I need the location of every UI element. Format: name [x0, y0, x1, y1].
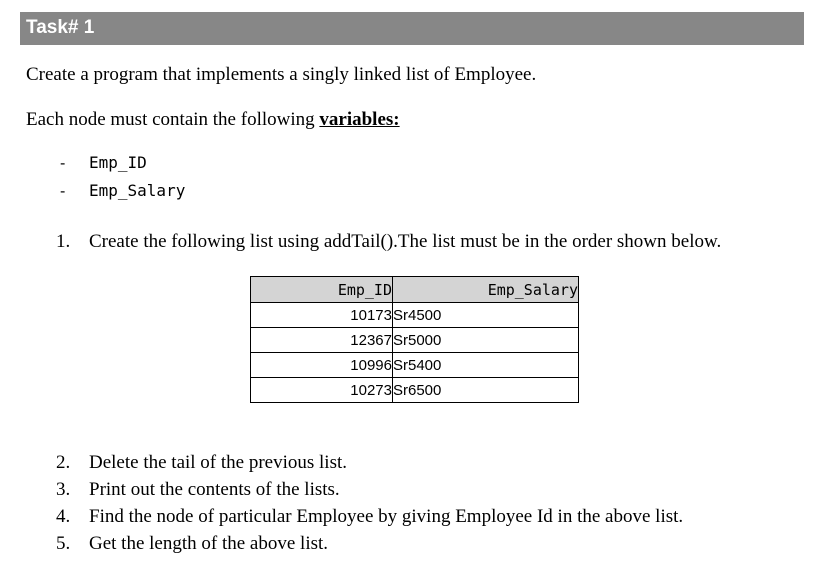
step-number: 1. [56, 231, 71, 252]
cell-emp-id: 12367 [251, 328, 393, 353]
step-text: Get the length of the above list. [89, 533, 329, 554]
step-text: Create the following list using addTail().The list must be in the order shown below. [89, 231, 722, 252]
step-number: 4. [56, 506, 71, 527]
table-row [251, 303, 579, 328]
column-header-emp-salary: Emp_Salary [393, 277, 579, 303]
step-text: Delete the tail of the previous list. [89, 452, 348, 473]
task-title: Task# 1 [26, 17, 95, 38]
table-row [251, 328, 579, 353]
variables-prefix: Each node must contain the following [26, 109, 320, 130]
cell-emp-id: 10173 [251, 303, 393, 328]
column-header-emp-id: Emp_ID [251, 277, 393, 303]
bullet-dash: - [60, 183, 66, 200]
step-number: 2. [56, 452, 71, 473]
task-header [20, 12, 804, 45]
step-number: 5. [56, 533, 71, 554]
cell-emp-salary: Sr5400 [393, 353, 579, 378]
cell-emp-salary: Sr4500 [393, 303, 579, 328]
variable-emp-salary: Emp_Salary [89, 181, 186, 200]
cell-emp-id: 10996 [251, 353, 393, 378]
step-number: 3. [56, 479, 71, 500]
table-header-row [251, 277, 579, 303]
table-row [251, 378, 579, 403]
cell-emp-id: 10273 [251, 378, 393, 403]
variables-line [26, 109, 400, 131]
step-text: Find the node of particular Employee by giving Employee Id in the above list. [89, 506, 684, 527]
employee-table [250, 276, 579, 403]
variable-emp-id: Emp_ID [89, 153, 147, 172]
cell-emp-salary: Sr5000 [393, 328, 579, 353]
table-row [251, 353, 579, 378]
step-text: Print out the contents of the lists. [89, 479, 340, 500]
intro-text: Create a program that implements a singly linked list of Employee. [26, 64, 537, 85]
bullet-dash: - [60, 155, 66, 172]
cell-emp-salary: Sr6500 [393, 378, 579, 403]
variables-emphasis: variables: [319, 109, 400, 130]
